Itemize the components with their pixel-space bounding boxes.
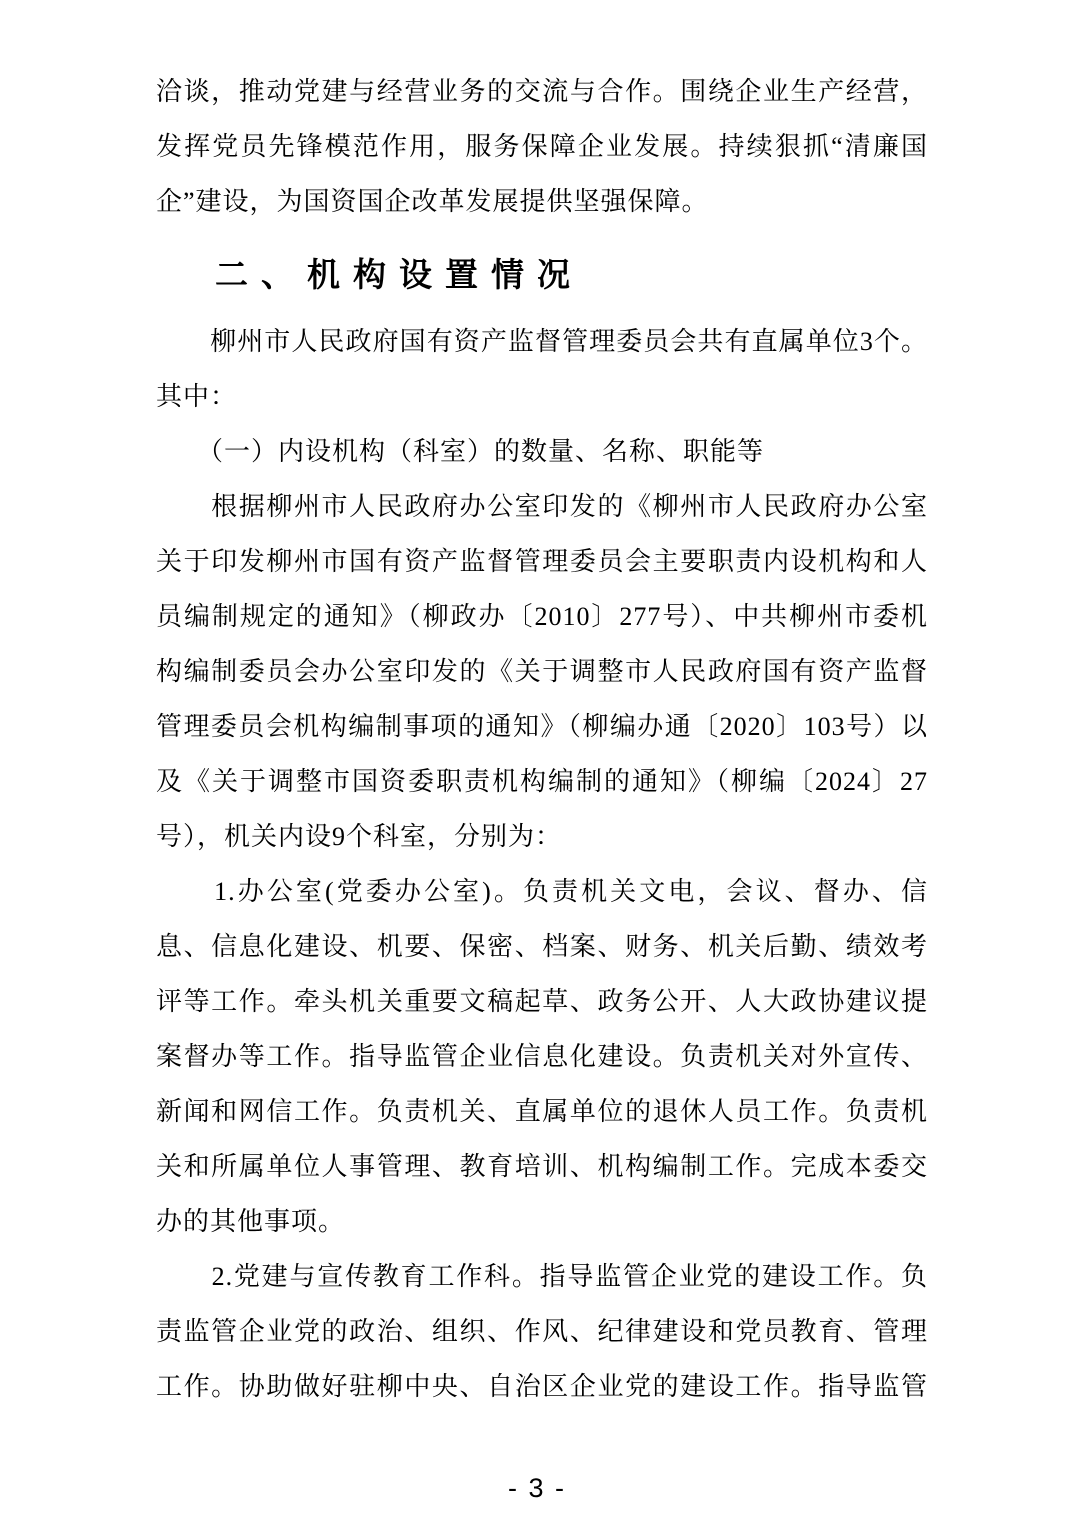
text-line: （一）内设机构（科室）的数量、名称、职能等 (156, 437, 765, 466)
text-line: 其中： (156, 382, 238, 411)
text-line: 案督办等工作。指导监管企业信息化建设。负责机关对外宣传、 (156, 1042, 928, 1071)
text-line: 号），机关内设9个科室，分别为： (156, 822, 563, 851)
section-heading: 二、机构设置情况 (215, 256, 583, 293)
text-line: 管理委员会机构编制事项的通知》（柳编办通〔2020〕103号）以 (156, 712, 928, 741)
page-number: - 3 - (507, 1473, 566, 1503)
text-line: 柳州市人民政府国有资产监督管理委员会共有直属单位3个。 (156, 327, 928, 356)
text-line: 关和所属单位人事管理、教育培训、机构编制工作。完成本委交 (156, 1152, 928, 1181)
text-line: 责监管企业党的政治、组织、作风、纪律建设和党员教育、管理 (156, 1317, 928, 1346)
text-line: 发挥党员先锋模范作用，服务保障企业发展。持续狠抓“清廉国 (156, 132, 928, 161)
text-line: 工作。协助做好驻柳中央、自治区企业党的建设工作。指导监管 (156, 1372, 928, 1401)
document-body (156, 64, 928, 1414)
text-line: 洽谈，推动党建与经营业务的交流与合作。围绕企业生产经营， (156, 77, 928, 106)
text-line: 构编制委员会办公室印发的《关于调整市人民政府国有资产监督 (156, 657, 928, 686)
text-line: 员编制规定的通知》（柳政办〔2010〕277号）、中共柳州市委机 (156, 602, 928, 631)
text-line: 及《关于调整市国资委职责机构编制的通知》（柳编〔2024〕27 (156, 767, 928, 796)
text-line: 办的其他事项。 (156, 1207, 346, 1236)
text-line: 根据柳州市人民政府办公室印发的《柳州市人民政府办公室 (156, 492, 928, 521)
text-line: 企”建设，为国资国企改革发展提供坚强保障。 (156, 187, 709, 216)
text-line: 息、信息化建设、机要、保密、档案、财务、机关后勤、绩效考 (156, 932, 928, 961)
text-line: 关于印发柳州市国有资产监督管理委员会主要职责内设机构和人 (156, 547, 928, 576)
text-line: 评等工作。牵头机关重要文稿起草、政务公开、人大政协建议提 (156, 987, 928, 1016)
text-line: 2.党建与宣传教育工作科。指导监管企业党的建设工作。负 (156, 1262, 928, 1291)
text-line: 1.办公室(党委办公室)。负责机关文电，会议、督办、信 (156, 877, 928, 906)
text-line: 新闻和网信工作。负责机关、直属单位的退休人员工作。负责机 (156, 1097, 928, 1126)
